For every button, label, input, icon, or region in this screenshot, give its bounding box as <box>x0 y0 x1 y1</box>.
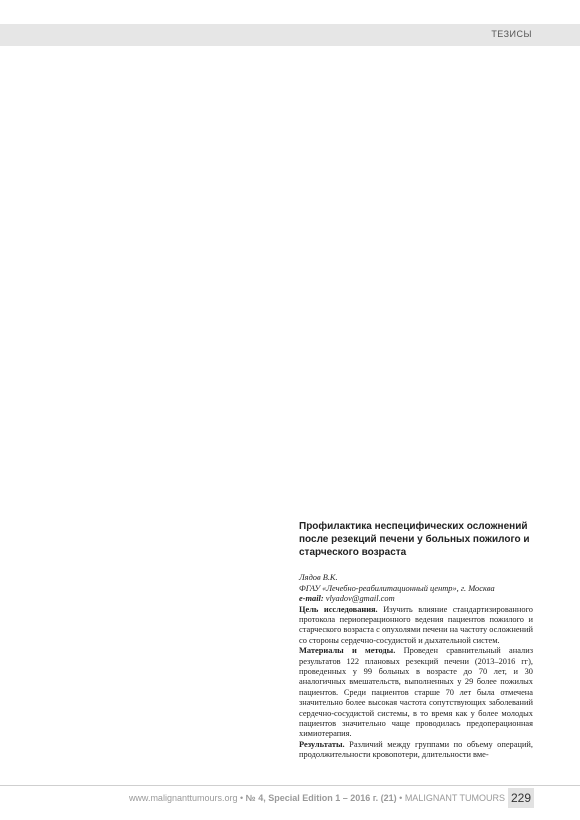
paragraph-lead: Материалы и методы. <box>299 646 396 656</box>
footer-divider <box>0 785 580 786</box>
paragraph-lead: Результаты. <box>299 739 345 749</box>
paragraph-results <box>299 740 533 761</box>
article-meta <box>299 573 533 605</box>
affiliation: ФГАУ «Лечебно-реабилитационный центр», г. Москва <box>299 583 495 593</box>
paragraph-text: Различий между группами по объему операций, продолжительности кровопотери, длительности вме- <box>299 739 533 760</box>
paragraph-lead: Цель исследования. <box>299 604 378 614</box>
footer-website[interactable]: www.malignanttumours.org <box>128 793 238 803</box>
footer-journal: MALIGNANT TUMOURS <box>404 793 505 803</box>
footer-separator: • <box>240 793 244 803</box>
article-title: Профилактика неспецифических осложнений после резекций печени у больных пожилого и старческого возраста <box>299 521 530 558</box>
footer <box>0 788 505 808</box>
section-label: ТЕЗИСЫ <box>491 29 532 39</box>
footer-issue: № 4, Special Edition 1 – 2016 г. (21) <box>245 793 397 803</box>
author: Лядов В.К. <box>299 573 338 582</box>
email-label: e-mail: <box>299 594 324 603</box>
header-bar <box>0 24 580 46</box>
paragraph-text: Изучить влияние стандартизированного протокола периоперационного ведения пациентов пожилого и старческого возраста с опухолями печени на частоту осложнений со стороны сердечно-сосудистой и дыхательной систем. <box>299 604 533 645</box>
paragraph-methods <box>299 646 533 740</box>
email-link[interactable]: vlyadov@gmail.com <box>325 594 395 603</box>
footer-separator: • <box>399 793 403 803</box>
page-number: 229 <box>508 788 534 808</box>
email-line <box>299 594 533 605</box>
paragraph-aim <box>299 605 533 647</box>
article <box>299 520 533 761</box>
paragraph-text: Проведен сравнительный анализ результатов 122 плановых резекций печени (2013–2016 гг), проведенных у 99 больных в возрасте до 70 лет, и 30 аналогичных вмешательств, выполненных у 29 более пожилых пациентов. Среди пациентов старше 70 лет была отмечена значительно более высокая частота сопутствующих заболеваний сердечно-сосудистой системы, в то время как у более молодых пациентов значительно чаще проводилась предоперационная химиотерапия. <box>299 646 533 739</box>
